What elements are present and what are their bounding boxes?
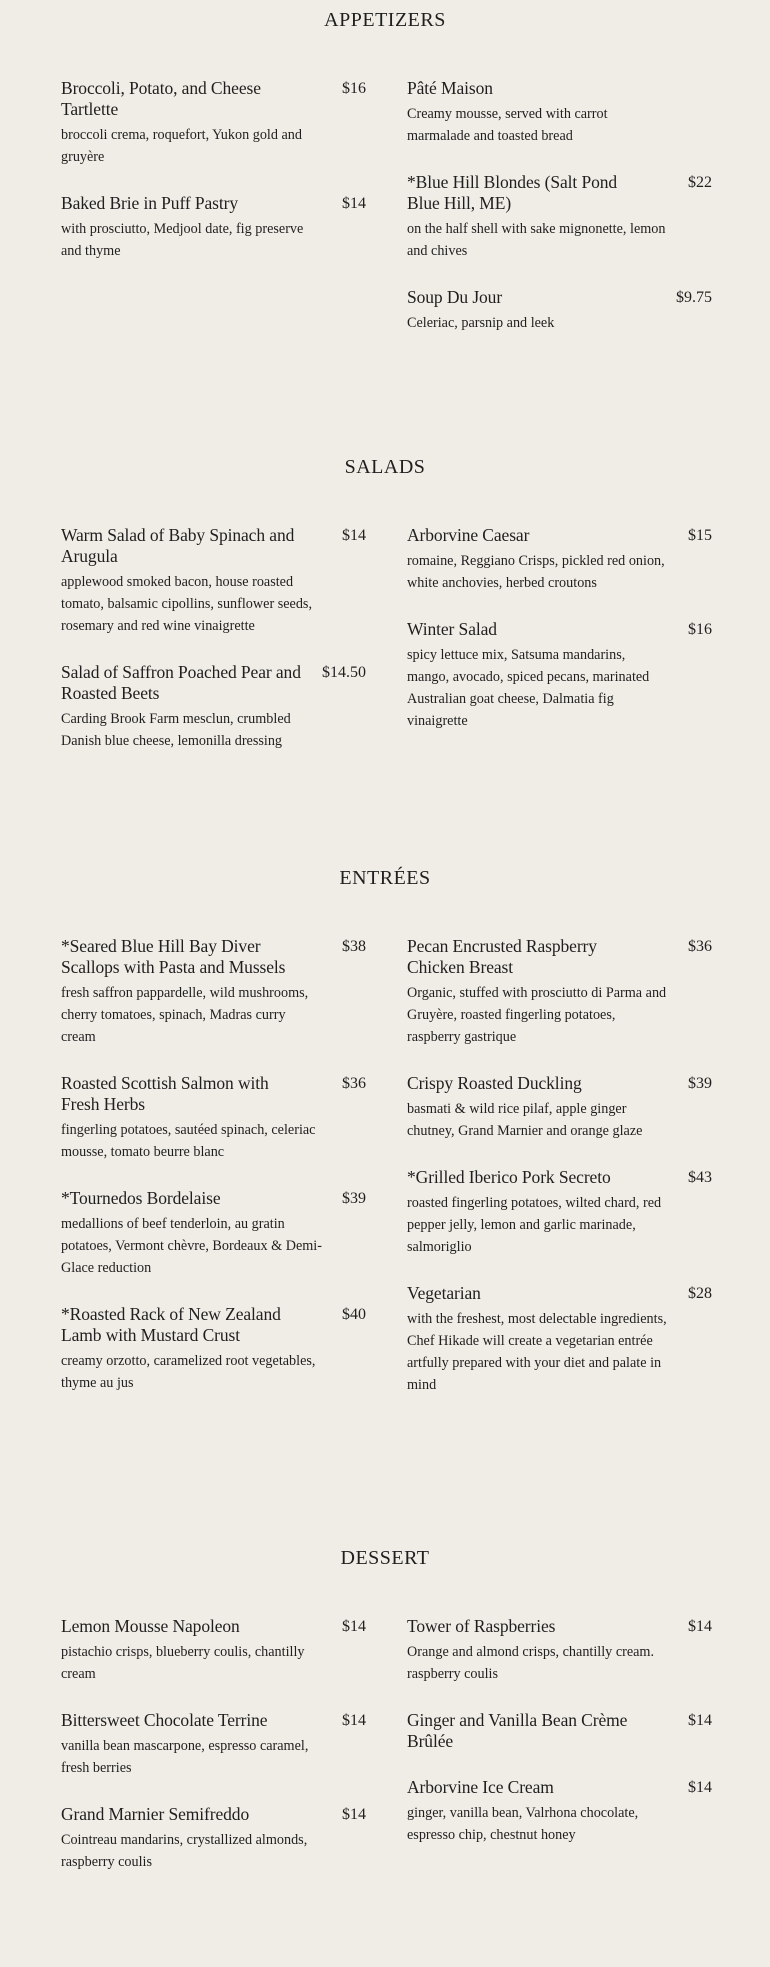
item-description: medallions of beef tenderloin, au gratin potatoes, Vermont chèvre, Bordeaux & Demi-Glace reduction [61,1216,322,1276]
item-name: Bittersweet Chocolate Terrine [61,1710,268,1730]
menu-column-right [407,525,712,732]
item-description: Creamy mousse, served with carrot marmalade and toasted bread [407,106,608,144]
menu-item [407,1167,712,1258]
item-price: $39 [688,1075,712,1092]
item-price: $14 [688,1618,712,1635]
section-title: SALADS [344,456,426,478]
menu-item [407,287,712,334]
menu-item [407,1777,712,1846]
item-price: $14 [342,195,366,212]
menu-column-right [407,78,712,334]
item-name: *Tournedos Bordelaise [61,1188,221,1208]
item-description: Organic, stuffed with prosciutto di Parma and Gruyère, roasted fingerling potatoes, raspberry gastrique [407,985,667,1045]
item-name: Tower of Raspberries [407,1616,556,1636]
item-description: Orange and almond crisps, chantilly cream. raspberry coulis [407,1644,655,1682]
menu-column-right [407,1616,712,1846]
item-price: $16 [342,80,366,97]
item-name: Soup Du Jour [407,287,503,307]
item-description: Celeriac, parsnip and leek [407,315,555,331]
item-description: romaine, Reggiano Crisps, pickled red onion, white anchovies, herbed croutons [407,553,665,591]
menu-item [407,1283,712,1396]
section-title: DESSERT [340,1547,430,1569]
item-description: Cointreau mandarins, crystallized almonds, raspberry coulis [61,1832,308,1870]
menu-item [407,1710,712,1752]
item-name: Broccoli, Potato, and Cheese Tartlette [61,78,261,119]
menu-item [61,662,366,752]
item-price: $36 [688,938,712,955]
menu-item [407,525,712,594]
item-description: fresh saffron pappardelle, wild mushrooms, cherry tomatoes, spinach, Madras curry cream [61,985,309,1045]
menu-item [61,1304,366,1394]
item-name: *Grilled Iberico Pork Secreto [407,1167,611,1187]
item-name: *Seared Blue Hill Bay Diver Scallops with Pasta and Mussels [61,936,286,977]
item-description: vanilla bean mascarpone, espresso caramel, fresh berries [61,1738,309,1776]
item-price: $14.50 [322,664,366,681]
menu-item [61,193,366,262]
item-name: Ginger and Vanilla Bean Crème Brûlée [407,1710,628,1751]
item-name: Grand Marnier Semifreddo [61,1804,250,1824]
menu-column-left [61,78,366,262]
menu-column-right [407,936,712,1396]
menu-item [407,936,712,1048]
section-title: ENTRÉES [339,867,431,889]
menu-item [407,619,712,732]
menu-column-left [61,936,366,1394]
item-name: Pâté Maison [407,78,493,98]
item-price: $38 [342,938,366,955]
item-price: $14 [342,1806,366,1823]
item-description: on the half shell with sake mignonette, lemon and chives [407,221,666,259]
item-price: $9.75 [676,289,712,306]
menu-item [407,1616,712,1685]
item-description: with prosciutto, Medjool date, fig preserve and thyme [61,221,304,259]
item-name: Arborvine Ice Cream [407,1777,554,1797]
menu-item [407,172,712,262]
menu-column-left [61,525,366,752]
menu-item [61,1073,366,1163]
item-price: $28 [688,1285,712,1302]
item-name: Warm Salad of Baby Spinach and Arugula [61,525,295,566]
item-description: spicy lettuce mix, Satsuma mandarins, mango, avocado, spiced pecans, marinated Australian goat cheese, Dalmatia fig vinaigrette [407,647,650,729]
item-price: $22 [688,174,712,191]
item-name: Baked Brie in Puff Pastry [61,193,239,213]
item-name: Crispy Roasted Duckling [407,1073,582,1093]
item-description: ginger, vanilla bean, Valrhona chocolate, espresso chip, chestnut honey [407,1805,639,1843]
item-name: Arborvine Caesar [407,525,530,545]
menu-item [61,936,366,1048]
item-name: Lemon Mousse Napoleon [61,1616,240,1636]
item-price: $14 [342,1712,366,1729]
item-price: $16 [688,621,712,638]
item-description: fingerling potatoes, sautéed spinach, celeriac mousse, tomato beurre blanc [61,1122,316,1160]
item-name: Winter Salad [407,619,497,639]
item-price: $14 [688,1712,712,1729]
item-name: Vegetarian [407,1283,481,1303]
item-description: Carding Brook Farm mesclun, crumbled Danish blue cheese, lemonilla dressing [61,711,291,749]
item-price: $40 [342,1306,366,1323]
item-price: $14 [342,527,366,544]
item-price: $39 [342,1190,366,1207]
menu-item [61,1616,366,1685]
item-description: pistachio crisps, blueberry coulis, chantilly cream [61,1644,305,1682]
menu-item [407,78,712,147]
item-name: Salad of Saffron Poached Pear and Roasted Beets [61,662,301,703]
item-description: applewood smoked bacon, house roasted tomato, balsamic cipollins, sunflower seeds, rosemary and red wine vinaigrette [61,574,312,634]
item-description: roasted fingerling potatoes, wilted chard, red pepper jelly, lemon and garlic marinade, salmoriglio [407,1195,662,1255]
menu-item [61,78,366,168]
item-price: $14 [342,1618,366,1635]
item-name: Pecan Encrusted Raspberry Chicken Breast [407,936,597,977]
item-description: creamy orzotto, caramelized root vegetables, thyme au jus [61,1353,316,1391]
item-name: *Roasted Rack of New Zealand Lamb with Mustard Crust [61,1304,281,1345]
menu-item [407,1073,712,1142]
menu-item [61,525,366,637]
menu-item [61,1804,366,1873]
item-price: $14 [688,1779,712,1796]
item-price: $36 [342,1075,366,1092]
item-price: $15 [688,527,712,544]
item-description: broccoli crema, roquefort, Yukon gold and gruyère [61,127,302,165]
item-name: *Blue Hill Blondes (Salt Pond Blue Hill, ME) [407,172,618,213]
menu-item [61,1710,366,1779]
section-title: APPETIZERS [324,9,446,31]
menu-column-left [61,1616,366,1873]
item-description: basmati & wild rice pilaf, apple ginger chutney, Grand Marnier and orange glaze [407,1101,643,1139]
item-price: $43 [688,1169,712,1186]
menu-item [61,1188,366,1279]
item-name: Roasted Scottish Salmon with Fresh Herbs [61,1073,269,1114]
item-description: with the freshest, most delectable ingredients, Chef Hikade will create a vegetarian entrée artfully prepared with your diet and palate in mind [407,1311,667,1393]
